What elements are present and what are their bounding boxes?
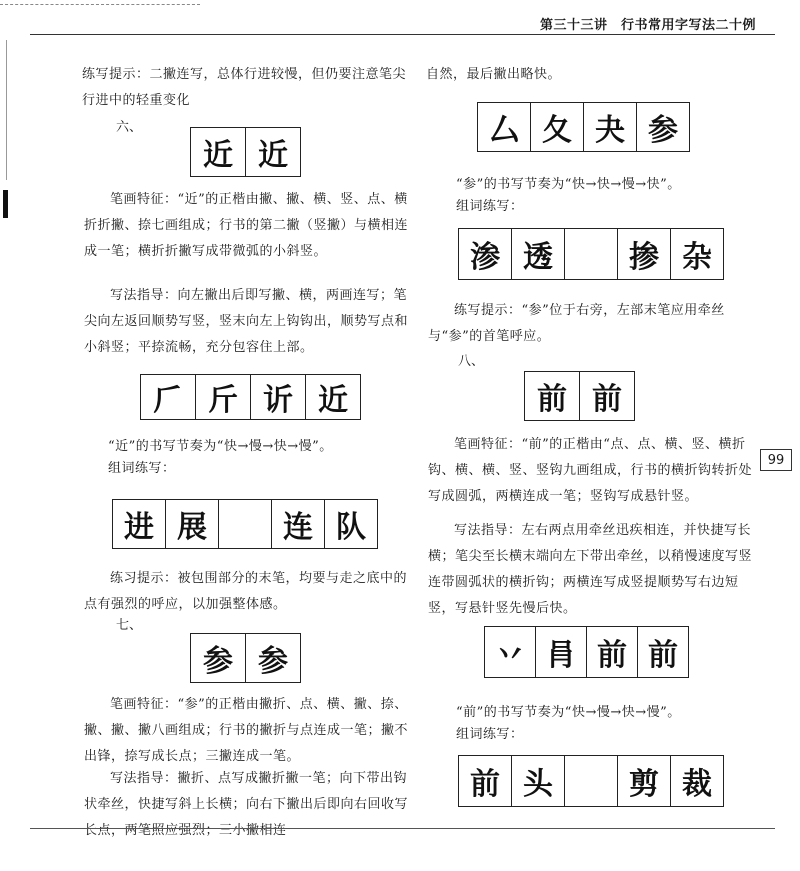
char-cell: 杂 — [670, 229, 723, 279]
right-practice-tip: 练写提示：“参”位于右旁，左部末笔应用牵丝与“参”的首笔呼应。 — [428, 303, 725, 344]
header-scan-mark — [0, 4, 200, 11]
char-box-qian — [524, 371, 635, 421]
char-cell: 前 — [586, 627, 637, 677]
stroke-order-box-qian — [484, 626, 689, 678]
char-cell: 进 — [124, 510, 154, 545]
char-cell: 连 — [271, 500, 324, 548]
char-cell: 展 — [165, 500, 218, 548]
char-cell: 参 — [203, 644, 233, 679]
right-word-practice-label-2: 组词练写： — [456, 727, 524, 742]
margin-mark — [3, 190, 8, 218]
left-word-practice-label: 组词练写： — [108, 461, 176, 476]
char-cell: 前 — [470, 767, 500, 802]
char-cell: 掺 — [617, 229, 670, 279]
char-cell: 剪 — [617, 756, 670, 806]
char-cell — [218, 500, 271, 548]
char-cell: 前 — [537, 382, 567, 417]
char-cell: 近 — [245, 128, 300, 176]
right-writing-guide-qian: 写法指导：左右两点用牵丝迅疾相连，并快捷写长横；笔尖至长横末端向左下带出牵丝，以稍慢速度写竖连带圆弧状的横折钩；两横连写成竖提顺势写右边短竖，写悬针竖先慢后快。 — [428, 523, 753, 616]
char-cell: 近 — [203, 138, 233, 173]
char-cell: 厶 — [489, 113, 519, 148]
left-rhythm-jin: “近”的书写节奏为“快→慢→快→慢”。 — [108, 439, 333, 454]
left-practice-tip-1: 练写提示：二撇连写，总体行进较慢，但仍要注意笔尖行进中的轻重变化 — [82, 67, 407, 108]
char-cell: 夬 — [583, 103, 636, 151]
char-cell: 䜣 — [250, 375, 305, 419]
char-cell: 夂 — [530, 103, 583, 151]
right-continuation: 自然，最后撇出略快。 — [426, 67, 562, 82]
chapter-title: 第三十三讲 行书常用字写法二十例 — [540, 18, 757, 33]
left-practice-tip-2: 练习提示：被包围部分的末笔，均要与走之底中的点有强烈的呼应，以加强整体感。 — [84, 571, 408, 612]
char-cell: 参 — [636, 103, 689, 151]
right-word-practice-label-1: 组词练写： — [456, 199, 524, 214]
word-practice-box-jin — [112, 499, 378, 549]
section-label-6: 六、 — [116, 120, 143, 135]
page-header — [0, 4, 800, 38]
char-cell: 头 — [511, 756, 564, 806]
left-stroke-features-jin: 笔画特征：“近”的正楷由撇、撇、横、竖、点、横折折撇、捺七画组成；行书的第二撇（竖撇）与横相连成一笔；横折折撇写成带微弧的小斜竖。 — [84, 192, 409, 259]
stroke-order-box-jin — [140, 374, 361, 420]
section-label-8: 八、 — [458, 354, 485, 369]
char-cell: 丷 — [495, 638, 525, 673]
right-rhythm-can: “参”的书写节奏为“快→快→慢→快”。 — [456, 177, 681, 192]
char-cell: 前 — [579, 372, 634, 420]
footer-rule — [30, 828, 775, 829]
char-cell: 前 — [637, 627, 688, 677]
stroke-order-box-can — [477, 102, 690, 152]
char-box-jin — [190, 127, 301, 177]
char-cell: 斤 — [195, 375, 250, 419]
word-practice-box-qian — [458, 755, 724, 807]
char-cell: 肙 — [535, 627, 586, 677]
char-cell: 裁 — [670, 756, 723, 806]
char-cell — [564, 756, 617, 806]
left-writing-guide-jin: 写法指导：向左撇出后即写撇、横，两画连写；笔尖向左返回顺势写竖，竖末向左上钩钩出，顺势写点和小斜竖；平捺流畅，充分包容住上部。 — [84, 288, 409, 355]
char-cell: 𠂆 — [153, 383, 183, 418]
char-cell: 参 — [245, 634, 300, 682]
left-stroke-features-can: 笔画特征：“参”的正楷由撇折、点、横、撇、捺、撇、撇、撇八画组成；行书的撇折与点连成一笔；撇不出锋，捺写成长点；三撇连成一笔。 — [84, 697, 409, 764]
char-cell — [564, 229, 617, 279]
header-rule — [30, 34, 775, 35]
left-writing-guide-can: 写法指导：撇折、点写成撇折撇一笔；向下带出钩状牵丝，快捷写斜上长横；向右下撇出后即向右回收写长点，两笔照应强烈；三小撇相连 — [84, 771, 409, 838]
char-cell: 队 — [324, 500, 377, 548]
char-cell: 近 — [305, 375, 360, 419]
right-rhythm-qian: “前”的书写节奏为“快→慢→快→慢”。 — [456, 705, 681, 720]
section-label-7: 七、 — [116, 618, 143, 633]
page-number: 99 — [760, 449, 792, 471]
char-cell: 渗 — [470, 240, 500, 275]
right-stroke-features-qian: 笔画特征：“前”的正楷由“点、点、横、竖、横折钩、横、横、竖、竖钩九画组成，行书的横折钩转折处写成圆弧，两横连成一笔；竖钩写成悬针竖。 — [428, 437, 753, 504]
char-cell: 透 — [511, 229, 564, 279]
word-practice-box-can — [458, 228, 724, 280]
margin-line — [6, 40, 7, 180]
char-box-can — [190, 633, 301, 683]
